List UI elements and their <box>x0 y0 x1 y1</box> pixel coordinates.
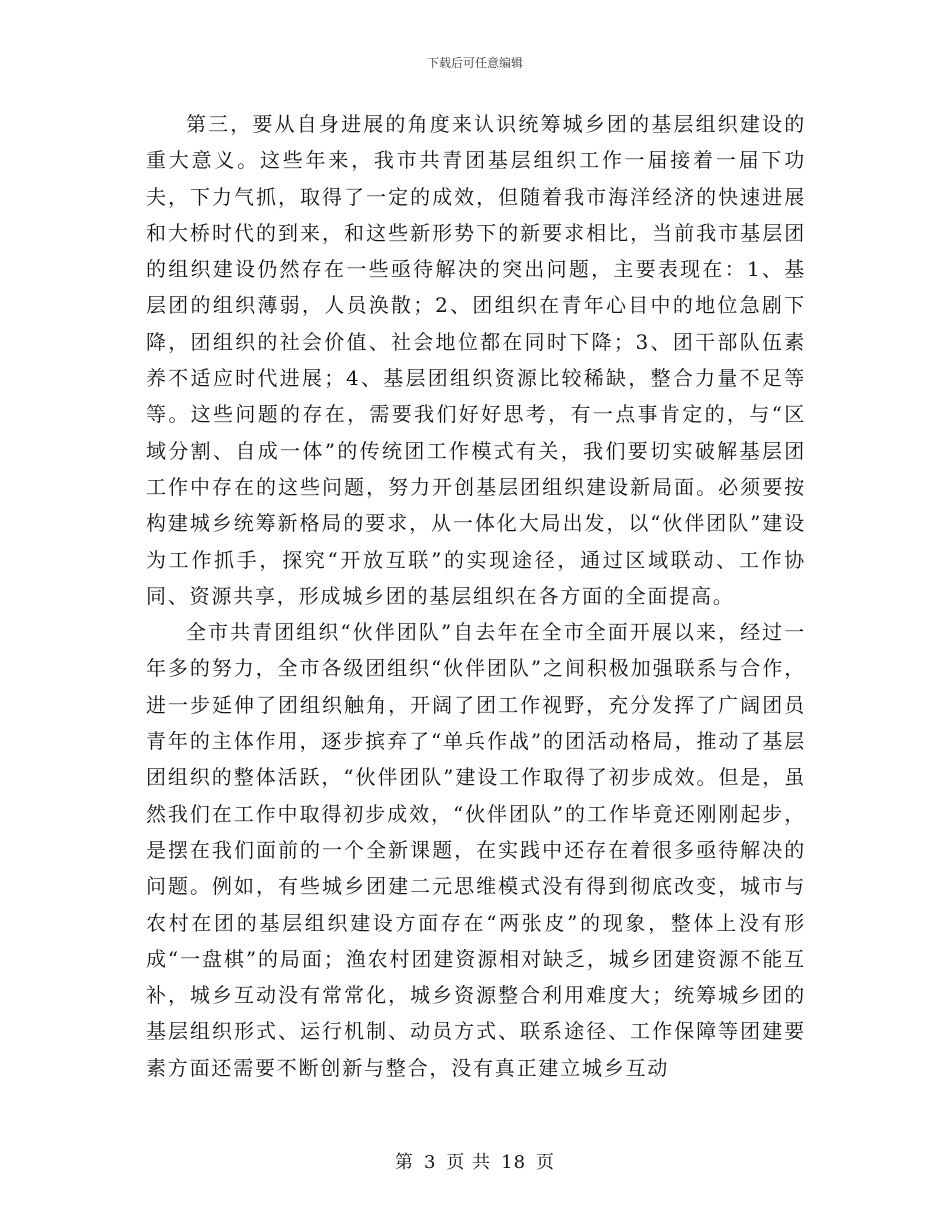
header-text: 下载后可任意编辑 <box>426 56 523 70</box>
paragraph-1: 第三，要从自身进展的角度来认识统筹城乡团的基层组织建设的重大意义。这些年来，我市共青团基层组织工作一届接着一届下功夫，下力气抓，取得了一定的成效，但随着我市海洋经济的快速进展和大桥时代的到来，和这些新形势下的新要求相比，当前我市基层团的组织建设仍然存在一些亟待解决的突出问题，主要表现在：1、基层团的组织薄弱，人员涣散；2、团组织在青年心目中的地位急剧下降，团组织的社会价值、社会地位都在同时下降；3、团干部队伍素养不适应时代进展；4、基层团组织资源比较稀缺，整合力量不足等等。这些问题的存在，需要我们好好思考，有一点事肯定的，与“区域分割、自成一体”的传统团工作模式有关，我们要切实破解基层团工作中存在的这些问题，努力开创基层团组织建设新局面。必须要按构建城乡统筹新格局的要求，从一体化大局出发，以“伙伴团队”建设为工作抓手，探究“开放互联”的实现途径，通过区域联动、工作协同、资源共享，形成城乡团的基层组织在各方面的全面提高。 <box>146 112 806 608</box>
page-footer <box>0 1148 950 1174</box>
footer-page-number: 3 <box>423 1152 437 1173</box>
page-header <box>0 54 950 71</box>
footer-total-pages: 18 <box>501 1152 527 1173</box>
document-body <box>146 106 806 1086</box>
footer-suffix: 页 <box>536 1152 556 1173</box>
footer-prefix: 第 <box>394 1152 414 1173</box>
footer-middle: 页 共 <box>446 1152 492 1173</box>
paragraph-2: 全市共青团组织“伙伴团队”自去年在全市全面开展以来，经过一年多的努力，全市各级团组织“伙伴团队”之间积极加强联系与合作，进一步延伸了团组织触角，开阔了团工作视野，充分发挥了广阔团员青年的主体作用，逐步摈弃了“单兵作战”的团活动格局，推动了基层团组织的整体活跃，“伙伴团队”建设工作取得了初步成效。但是，虽然我们在工作中取得初步成效，“伙伴团队”的工作毕竟还刚刚起步，是摆在我们面前的一个全新课题，在实践中还存在着很多亟待解决的问题。例如，有些城乡团建二元思维模式没有得到彻底改变，城市与农村在团的基层组织建设方面存在“两张皮”的现象，整体上没有形成“一盘棋”的局面；渔农村团建资源相对缺乏，城乡团建资源不能互补，城乡互动没有常常化，城乡资源整合利用难度大；统筹城乡团的基层组织形式、运行机制、动员方式、联系途径、工作保障等团建要素方面还需要不断创新与整合，没有真正建立城乡互动 <box>146 620 806 1080</box>
